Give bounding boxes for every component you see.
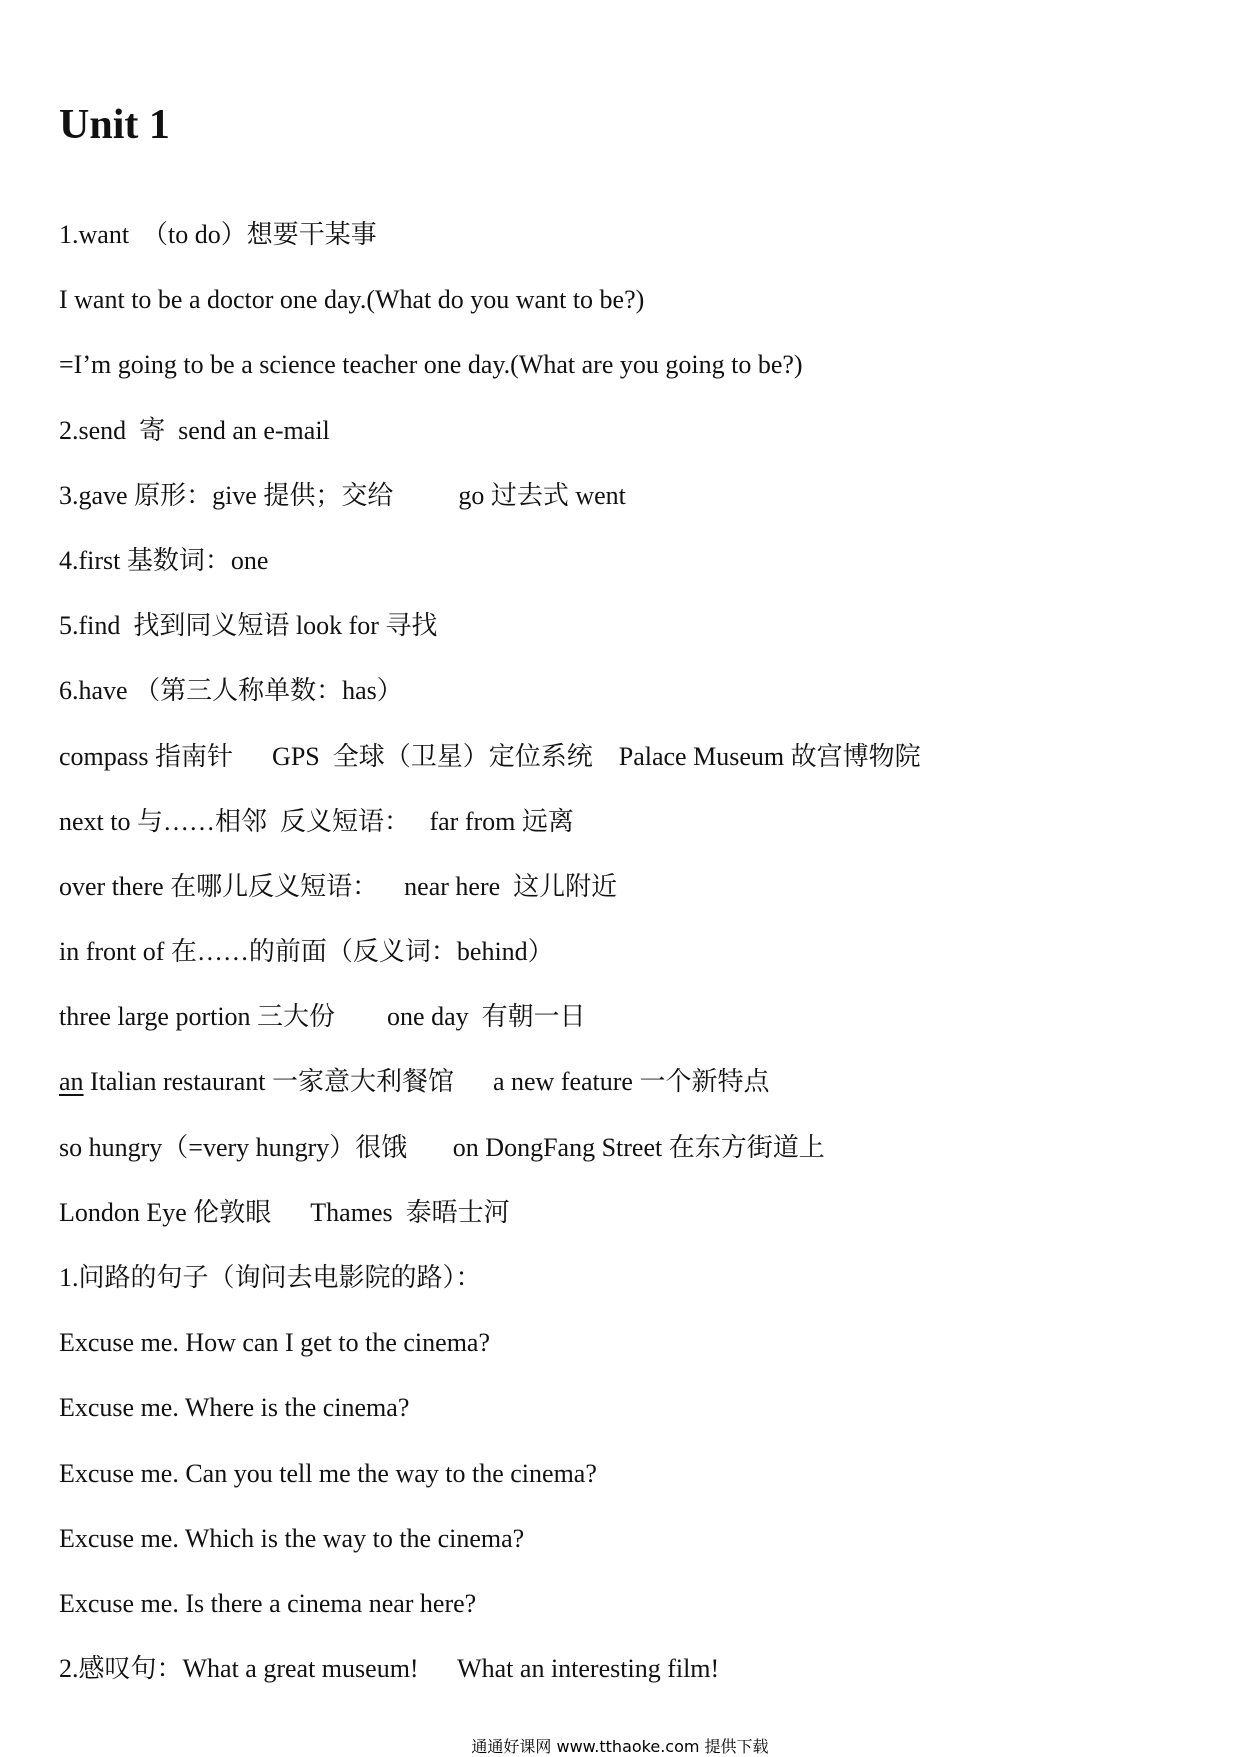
line-16: London Eye 伦敦眼 Thames 泰晤士河 (59, 1197, 510, 1227)
line-5: 3.gave 原形：give 提供；交给 go 过去式 went (59, 480, 626, 510)
line-10: next to 与……相邻 反义短语： far from 远离 (59, 806, 574, 836)
line-14-rest: Italian restaurant 一家意大利餐馆 a new feature 一个新特点 (83, 1067, 770, 1097)
line-14 (59, 1067, 1179, 1132)
line-3: =I’m going to be a science teacher one day.(What are you going to be?) (59, 350, 803, 380)
line-17: 1.问路的句子（询问去电影院的路）： (59, 1263, 482, 1292)
line-22: Excuse me. Is there a cinema near here? (59, 1588, 477, 1618)
page-title: Unit 1 (59, 102, 170, 148)
line-1: 1.want （to do）想要干某事 (59, 220, 377, 249)
line-23: 2.感叹句：What a great museum! What an interesting film! (59, 1654, 720, 1684)
line-13: three large portion 三大份 one day 有朝一日 (59, 1002, 586, 1032)
vocabulary-list (59, 220, 1179, 1719)
line-18: Excuse me. How can I get to the cinema? (59, 1328, 490, 1358)
line-4: 2.send 寄 send an e-mail (59, 415, 330, 445)
line-15: so hungry（=very hungry）很饿 on DongFang Street 在东方街道上 (59, 1132, 825, 1162)
line-6: 4.first 基数词：one (59, 545, 269, 575)
line-8: 6.have （第三人称单数：has） (59, 676, 403, 706)
line-12: in front of 在……的前面（反义词：behind） (59, 937, 554, 967)
line-21: Excuse me. Which is the way to the cinema? (59, 1523, 525, 1553)
line-9: compass 指南针 GPS 全球（卫星）定位系统 Palace Museum 故宫博物院 (59, 741, 921, 771)
line-11: over there 在哪儿反义短语： near here 这儿附近 (59, 871, 618, 901)
line-2: I want to be a doctor one day.(What do you want to be?) (59, 285, 645, 315)
footer-source-note: 通通好课网 www.tthaoke.com 提供下载 (471, 1737, 769, 1756)
underlined-article: an (59, 1067, 84, 1097)
line-7: 5.find 找到同义短语 look for 寻找 (59, 611, 438, 641)
line-19: Excuse me. Where is the cinema? (59, 1393, 410, 1423)
line-20: Excuse me. Can you tell me the way to the cinema? (59, 1458, 597, 1488)
